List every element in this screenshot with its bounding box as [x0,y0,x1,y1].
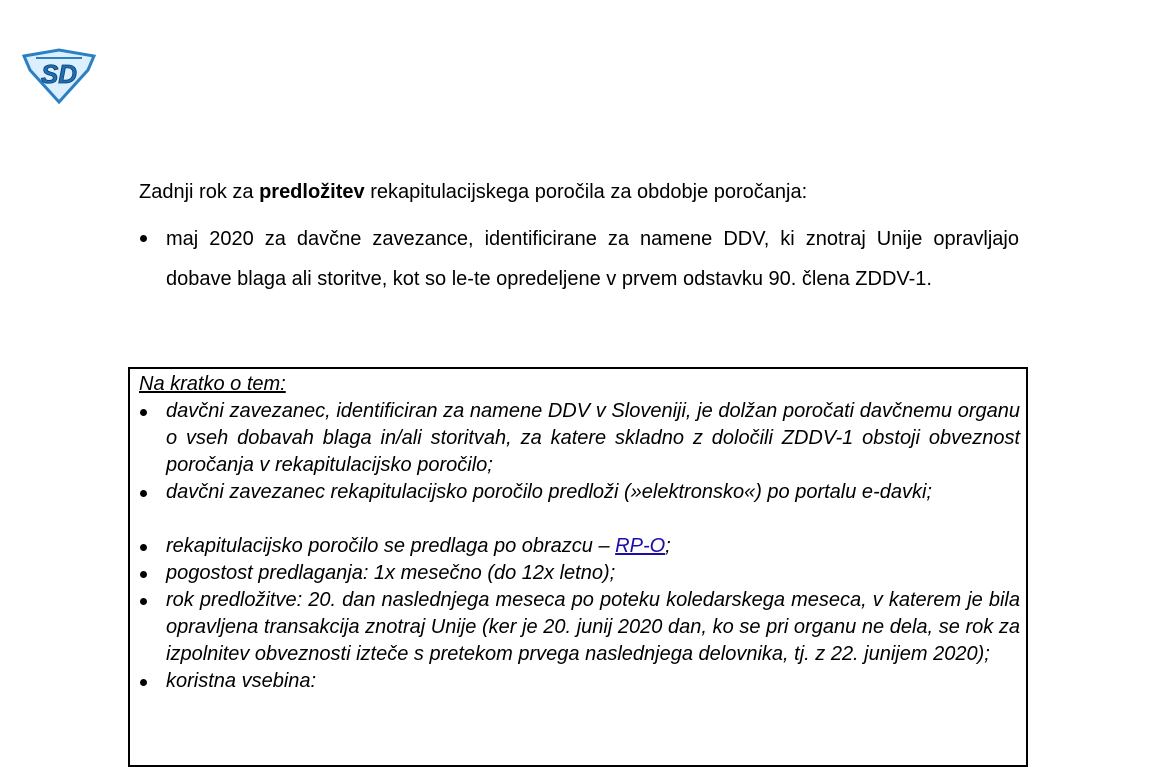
summary-title: Na kratko o tem: [139,373,286,395]
summary-item: koristna vsebina: [139,668,1020,695]
summary-item-form [139,533,1020,560]
summary-item: davčni zavezanec rekapitulacijsko poročilo predloži (»elektronsko«) po portalu e-davki; [139,479,1020,506]
summary-item: pogostost predlaganja: 1x mesečno (do 12x letno); [139,560,1020,587]
deadline-list [139,220,1019,299]
form-text: rekapitulacijsko poročilo se predlaga po obrazcu – [166,535,616,557]
form-text-end: ; [665,535,671,557]
intro-bold-term: predložitev [259,181,365,203]
deadline-intro [139,178,1019,206]
intro-text-start: Zadnji rok za [139,181,260,203]
summary-item: davčni zavezanec, identificiran za namene DDV v Sloveniji, je dolžan poročati davčnemu organu o vseh dobavah blaga in/ali storitvah, za katere skladno z določili ZDDV-1 obstoji obveznost poročanja v rekapitulacijsko poročilo; [139,398,1020,479]
summary-item: rok predložitve: 20. dan naslednjega meseca po poteku koledarskega meseca, v katerem je bila opravljena transakcija znotraj Unije (ker je 20. junij 2020 dan, ko se pri organu ne dela, se rok za izpolnitev obveznosti izteče s pretekom prvega naslednjega delovnika, tj. z 22. junijem 2020); [139,587,1020,668]
summary-box [128,367,1028,767]
deadline-item: maj 2020 za davčne zavezance, identificirane za namene DDV, ki znotraj Unije opravljajo dobave blaga ali storitve, kot so le-te opredeljene v prvem odstavku 90. člena ZDDV-1. [139,220,1019,299]
sd-shield-logo-icon [22,48,96,104]
summary-list [139,398,1020,695]
sd-logo [22,48,96,104]
logo-lettering: SD [40,59,78,89]
rp-o-link[interactable]: RP-O [615,535,666,557]
intro-text-end: rekapitulacijskega poročila za obdobje poročanja: [364,181,808,203]
